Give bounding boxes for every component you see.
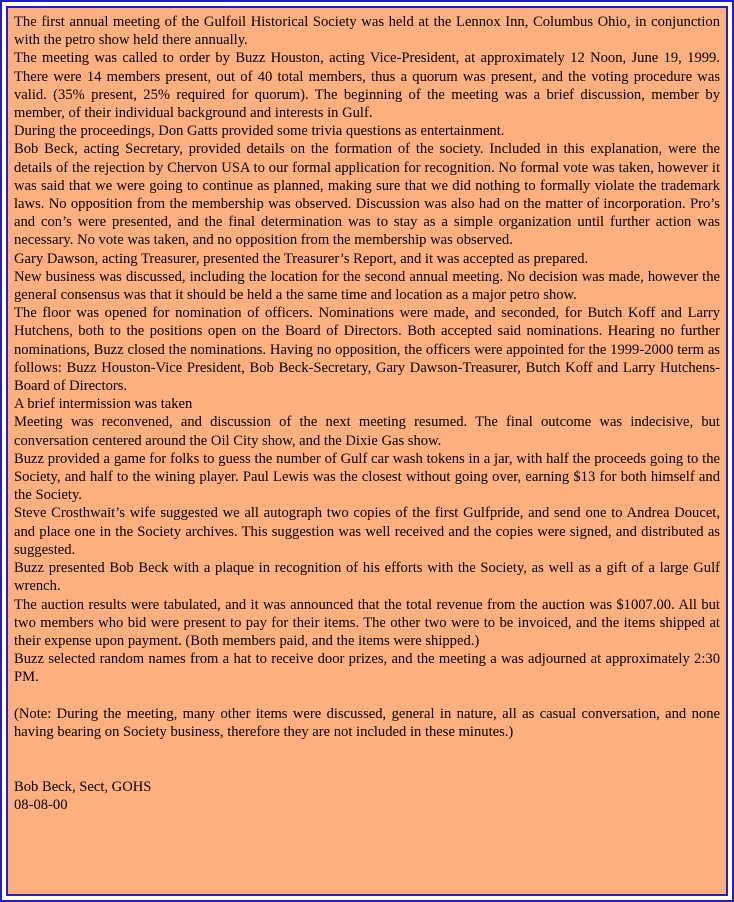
- paragraph-auction: The auction results were tabulated, and it was announced that the total revenue from the auction was $1007.00. All but two members who bid were present to pay for their items. The other two were to be invoiced, and the items shipped at their expense upon payment. (Both members paid, and the items were shipped.): [14, 596, 720, 649]
- paragraph-reconvened: Meeting was reconvened, and discussion of the next meeting resumed. The final outcome was indecisive, but conversation centered around the Oil City show, and the Dixie Gas show.: [14, 414, 720, 449]
- signature-date: 08-08-00: [14, 796, 68, 813]
- paragraph-new-business: New business was discussed, including the location for the second annual meeting. No decision was made, however the general consensus was that it should be held a the same time and location as a major petro show.: [14, 268, 720, 304]
- paragraph-token-game: Buzz provided a game for folks to guess the number of Gulf car wash tokens in a jar, with half the proceeds going to the Society, and half to the wining player. Paul Lewis was the closest without going over, earning $13 for both himself and the Society.: [14, 450, 720, 504]
- paragraph-note: (Note: During the meeting, many other items were discussed, general in nature, all as casual conversation, and none having bearing on Society business, therefore they are not included in these minutes.): [14, 705, 720, 740]
- paragraph-intermission: A brief intermission was taken: [14, 396, 193, 413]
- signature: Bob Beck, Sect, GOHS: [14, 778, 152, 795]
- paragraph-opening: The first annual meeting of the Gulfoil Historical Society was held at the Lennox Inn, Columbus Ohio, in conjunction with the petro show held there annually.: [14, 14, 720, 49]
- paragraph-nominations: The floor was opened for nomination of officers. Nominations were made, and seconded, for Butch Koff and Larry Hutchens, both to the positions open on the Board of Directors. Both accepted said nominations. Hearing no further nominations, Buzz closed the nominations. Having no opposition, the officers were appointed for the 1999-2000 term as follows: Buzz Houston-Vice President, Bob Beck-Secretary, Gary Dawson-Treasurer, Butch Koff and Larry Hutchens-Board of Directors.: [14, 305, 720, 395]
- paragraph-plaque: Buzz presented Bob Beck with a plaque in recognition of his efforts with the Society, as well as a gift of a large Gulf wrench.: [14, 560, 720, 595]
- blank-lines: [14, 741, 720, 777]
- paragraph-trivia: During the proceedings, Don Gatts provided some trivia questions as entertainment.: [14, 123, 505, 140]
- minutes-document: [14, 13, 720, 890]
- paragraph-secretary-report: Bob Beck, acting Secretary, provided details on the formation of the society. Included in this explanation, were the details of the rejection by Chervon USA to our formal application for recognition. No formal vote was taken, however it was said that we were going to continue as planned, making sure that we did nothing to formally violate the trademark laws. No opposition from the membership was observed. Discussion was also had on the matter of incorporation. Pro’s and con’s were presented, and the final determination was to stay as a simple organization until further action was necessary. No vote was taken, and no opposition from the membership was observed.: [14, 141, 720, 249]
- paragraph-autograph: Steve Crosthwait’s wife suggested we all autograph two copies of the first Gulfpride, and send one to Andrea Doucet, and place one in the Society archives. This suggestion was well received and the copies were signed, and distributed as suggested.: [14, 505, 720, 558]
- paragraph-call-to-order: The meeting was called to order by Buzz Houston, acting Vice-President, at approximately 12 Noon, June 19, 1999. There were 14 members present, out of 40 total members, thus a quorum was present, and the voting procedure was valid. (35% present, 25% required for quorum). The beginning of the meeting was a brief discussion, member by member, of their individual background and interests in Gulf.: [14, 50, 720, 122]
- blank-line: [14, 687, 720, 705]
- inner-frame: [6, 6, 728, 896]
- paragraph-treasurer-report: Gary Dawson, acting Treasurer, presented the Treasurer’s Report, and it was accepted as prepared.: [14, 250, 589, 267]
- paragraph-adjourned: Buzz selected random names from a hat to receive door prizes, and the meeting a was adjourned at approximately 2:30 PM.: [14, 651, 720, 686]
